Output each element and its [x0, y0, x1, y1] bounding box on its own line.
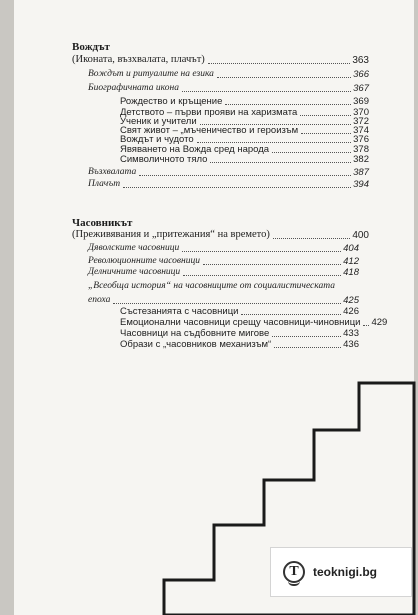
toc-entry-title: Дяволските часовници	[88, 243, 180, 253]
toc-page-number: 412	[343, 256, 359, 267]
watermark-site: teoknigi.bg	[313, 565, 377, 579]
toc-entry-title: Вождът и ритуалите на езика	[88, 69, 214, 79]
toc-entry-title: Емоционални часовници срещу часовници-чиновници	[120, 317, 361, 328]
toc-page-number: 387	[353, 167, 369, 178]
toc-entry-title: Ученик и учители	[120, 116, 197, 127]
toc-entry-title: Свят живот – „мъченичество и героизъм	[120, 125, 299, 136]
toc-entry-title: Революционните часовници	[88, 256, 201, 266]
toc-entry-title: Възхвалата	[88, 167, 137, 177]
toc-page-number: 404	[343, 243, 359, 254]
toc-entry-title: Плачът	[88, 179, 121, 189]
toc-page-number: 382	[353, 154, 369, 165]
toc-page-number: 367	[353, 83, 369, 94]
toc-entry-title: Рождество и кръщение	[120, 96, 223, 107]
toc-entry-title: Образи с „часовников механизъм“	[120, 339, 272, 350]
toc-entry-title: (Преживявания и „притежания“ на времето)	[72, 229, 270, 240]
book-page	[14, 0, 414, 615]
toc-page-number: 378	[353, 144, 369, 155]
toc-entry-title: Символичното тяло	[120, 154, 208, 165]
toc-entry-title: Вождът	[72, 41, 110, 53]
toc-entry-title: Състезанията с часовници	[120, 306, 239, 317]
watermark-badge	[270, 547, 412, 597]
toc-page-number: 369	[353, 96, 369, 107]
toc-page-number: 426	[343, 306, 359, 317]
toc-page-number: 425	[343, 295, 359, 306]
toc-page-number: 374	[353, 125, 369, 136]
toc-entry-title: Часовници на съдбовните мигове	[120, 328, 270, 339]
toc-entry-title: „Всеобща история“ на часовниците от социалистическата	[88, 281, 335, 291]
toc-entry-title: Вождът и чудото	[120, 134, 194, 145]
stairs-decoration	[14, 0, 414, 615]
toc-page-number: 394	[353, 179, 369, 190]
toc-entry-title: Явяването на Вожда сред народа	[120, 144, 270, 155]
toc-page-number: 400	[352, 229, 369, 241]
toc-entry-title: Детството – първи прояви на харизмата	[120, 107, 298, 118]
toc-page-number: 372	[353, 116, 369, 127]
toc-entry-title: Делничните часовници	[88, 267, 181, 277]
toc-page-number: 433	[343, 328, 359, 339]
toc-entry-title: епоха	[88, 295, 111, 305]
book-logo-icon: T	[283, 561, 305, 583]
toc-page-number: 370	[353, 107, 369, 118]
toc-entry-title: Биографичната икона	[88, 83, 179, 93]
toc-page-number: 436	[343, 339, 359, 350]
toc-entry-title: Часовникът	[72, 217, 133, 229]
toc-page-number: 376	[353, 134, 369, 145]
toc-page-number: 363	[352, 54, 369, 66]
toc-entry-title: (Иконата, възхвалата, плачът)	[72, 54, 205, 65]
toc-page-number: 366	[353, 69, 369, 80]
toc-page-number: 429	[371, 317, 388, 328]
toc-page-number: 418	[343, 267, 359, 278]
